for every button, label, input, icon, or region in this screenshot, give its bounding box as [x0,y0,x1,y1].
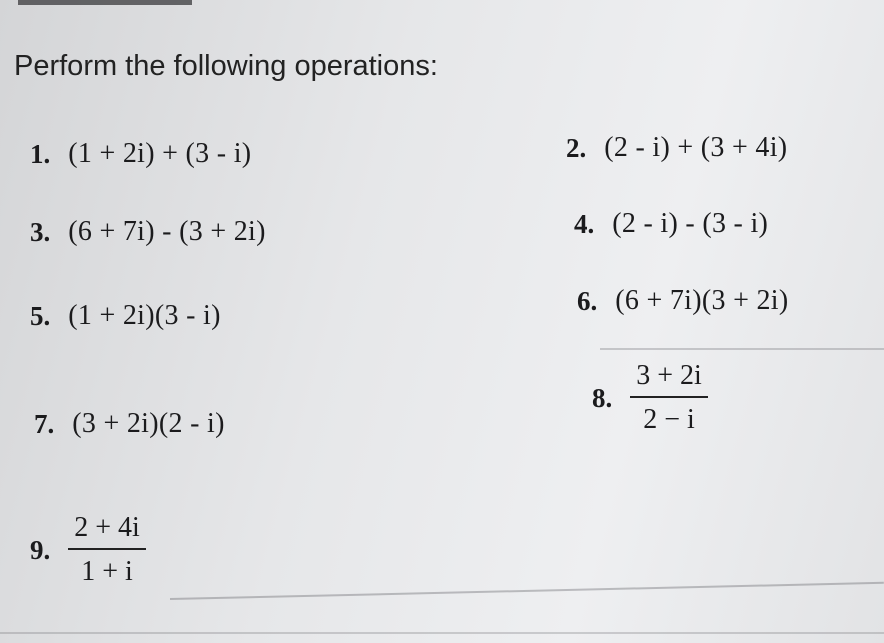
fraction-numerator: 2 + 4i [74,512,140,543]
problem-number: 2. [566,132,587,163]
ruled-line [0,632,884,634]
problem-number: 5. [30,300,51,331]
problem-expression: (1 + 2i) + (3 - i) [68,138,252,169]
fraction [630,360,708,436]
problem-number: 7. [34,408,55,439]
problem-expression: (2 - i) - (3 - i) [612,208,769,239]
problem-number: 4. [574,208,595,239]
problem-number: 6. [577,285,598,316]
problem-expression: (6 + 7i)(3 + 2i) [615,285,789,316]
problem-7 [34,408,225,440]
fraction-denominator: 1 + i [81,556,133,587]
problem-number: 1. [30,138,51,169]
paper-fold-line [600,348,884,350]
problem-1 [30,138,251,170]
instruction-text: Perform the following operations: [14,50,438,82]
problem-expression: (3 + 2i)(2 - i) [72,408,225,439]
problem-expression: (6 + 7i) - (3 + 2i) [68,216,266,247]
heading-underline-fragment [18,0,192,5]
fraction-bar [68,548,146,550]
problem-2 [566,132,787,164]
problem-number: 9. [30,534,51,565]
fraction [68,512,146,588]
problem-4 [574,208,768,240]
problem-expression: (2 - i) + (3 + 4i) [604,132,788,163]
problem-8 [592,360,708,436]
problem-expression: (1 + 2i)(3 - i) [68,300,221,331]
problem-number: 3. [30,216,51,247]
problem-3 [30,216,266,248]
fraction-bar [630,396,708,398]
fraction-numerator: 3 + 2i [636,360,702,391]
fraction-denominator: 2 − i [643,404,695,435]
problem-6 [577,285,789,317]
problem-9 [30,512,146,588]
problem-5 [30,300,221,332]
ruled-line [170,582,884,600]
problem-number: 8. [592,382,613,413]
